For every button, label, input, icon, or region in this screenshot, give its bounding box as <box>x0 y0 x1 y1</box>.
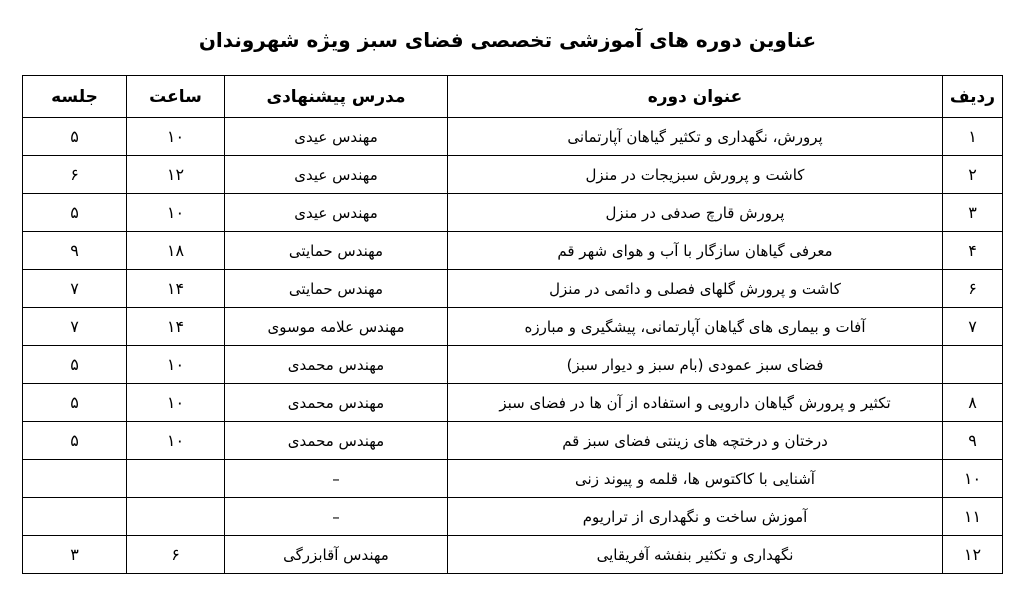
header-teacher: مدرس پیشنهادی <box>225 76 448 118</box>
table-body <box>23 118 1003 574</box>
header-course-title: عنوان دوره <box>448 76 943 118</box>
table-row <box>23 384 1003 422</box>
cell-row-number: ۳ <box>943 194 1003 232</box>
cell-course-title: آموزش ساخت و نگهداری از تراریوم <box>448 498 943 536</box>
header-row-number: ردیف <box>943 76 1003 118</box>
cell-row-number: ۲ <box>943 156 1003 194</box>
table-row <box>23 460 1003 498</box>
cell-sessions: ۵ <box>23 422 127 460</box>
cell-course-title: کاشت و پرورش گلهای فصلی و دائمی در منزل <box>448 270 943 308</box>
cell-course-title: کاشت و پرورش سبزیجات در منزل <box>448 156 943 194</box>
cell-course-title: پرورش، نگهداری و تکثیر گیاهان آپارتمانی <box>448 118 943 156</box>
cell-hours: ۱۰ <box>127 384 225 422</box>
cell-row-number: ۷ <box>943 308 1003 346</box>
document-title: عناوین دوره های آموزشی تخصصی فضای سبز ویژه شهروندان <box>198 28 817 52</box>
courses-table <box>22 75 1003 574</box>
cell-teacher: مهندس حمایتی <box>225 270 448 308</box>
cell-course-title: پرورش قارچ صدفی در منزل <box>448 194 943 232</box>
table-row <box>23 270 1003 308</box>
cell-teacher: مهندس حمایتی <box>225 232 448 270</box>
cell-teacher: مهندس علامه موسوی <box>225 308 448 346</box>
table-row <box>23 118 1003 156</box>
cell-row-number: ۶ <box>943 270 1003 308</box>
cell-hours: ۱۴ <box>127 308 225 346</box>
cell-hours <box>127 460 225 498</box>
cell-row-number: ۱۰ <box>943 460 1003 498</box>
cell-sessions <box>23 460 127 498</box>
cell-row-number: ۹ <box>943 422 1003 460</box>
cell-teacher: مهندس عیدی <box>225 194 448 232</box>
cell-sessions: ۵ <box>23 118 127 156</box>
cell-sessions <box>23 498 127 536</box>
cell-teacher: مهندس محمدی <box>225 422 448 460</box>
cell-row-number <box>943 346 1003 384</box>
cell-course-title: فضای سبز عمودی (بام سبز و دیوار سبز) <box>448 346 943 384</box>
table-row <box>23 498 1003 536</box>
cell-hours <box>127 498 225 536</box>
cell-course-title: معرفی گیاهان سازگار با آب و هوای شهر قم <box>448 232 943 270</box>
table-row <box>23 308 1003 346</box>
cell-row-number: ۱۱ <box>943 498 1003 536</box>
cell-sessions: ۷ <box>23 308 127 346</box>
cell-row-number: ۸ <box>943 384 1003 422</box>
cell-sessions: ۵ <box>23 384 127 422</box>
table-row <box>23 194 1003 232</box>
table-row <box>23 422 1003 460</box>
cell-course-title: آشنایی با کاکتوس ها، قلمه و پیوند زنی <box>448 460 943 498</box>
cell-teacher: مهندس محمدی <box>225 346 448 384</box>
cell-sessions: ۳ <box>23 536 127 574</box>
cell-teacher: مهندس عیدی <box>225 118 448 156</box>
cell-teacher: – <box>225 460 448 498</box>
cell-row-number: ۱۲ <box>943 536 1003 574</box>
cell-teacher: مهندس عیدی <box>225 156 448 194</box>
cell-sessions: ۷ <box>23 270 127 308</box>
table-header-row <box>23 76 1003 118</box>
table-row <box>23 346 1003 384</box>
cell-hours: ۱۴ <box>127 270 225 308</box>
cell-row-number: ۴ <box>943 232 1003 270</box>
cell-teacher: مهندس محمدی <box>225 384 448 422</box>
cell-hours: ۱۰ <box>127 118 225 156</box>
cell-course-title: درختان و درختچه های زینتی فضای سبز قم <box>448 422 943 460</box>
header-sessions: جلسه <box>23 76 127 118</box>
cell-hours: ۶ <box>127 536 225 574</box>
cell-sessions: ۵ <box>23 346 127 384</box>
table-row <box>23 156 1003 194</box>
cell-hours: ۱۸ <box>127 232 225 270</box>
cell-teacher: مهندس آقابزرگی <box>225 536 448 574</box>
cell-hours: ۱۰ <box>127 422 225 460</box>
cell-sessions: ۶ <box>23 156 127 194</box>
table-row <box>23 536 1003 574</box>
header-hours: ساعت <box>127 76 225 118</box>
cell-course-title: نگهداری و تکثیر بنفشه آفریقایی <box>448 536 943 574</box>
cell-course-title: آفات و بیماری های گیاهان آپارتمانی، پیشگیری و مبارزه <box>448 308 943 346</box>
cell-sessions: ۵ <box>23 194 127 232</box>
cell-course-title: تکثیر و پرورش گیاهان دارویی و استفاده از آن ها در فضای سبز <box>448 384 943 422</box>
cell-teacher: – <box>225 498 448 536</box>
table-row <box>23 232 1003 270</box>
cell-hours: ۱۰ <box>127 194 225 232</box>
cell-hours: ۱۲ <box>127 156 225 194</box>
cell-row-number: ۱ <box>943 118 1003 156</box>
cell-hours: ۱۰ <box>127 346 225 384</box>
cell-sessions: ۹ <box>23 232 127 270</box>
